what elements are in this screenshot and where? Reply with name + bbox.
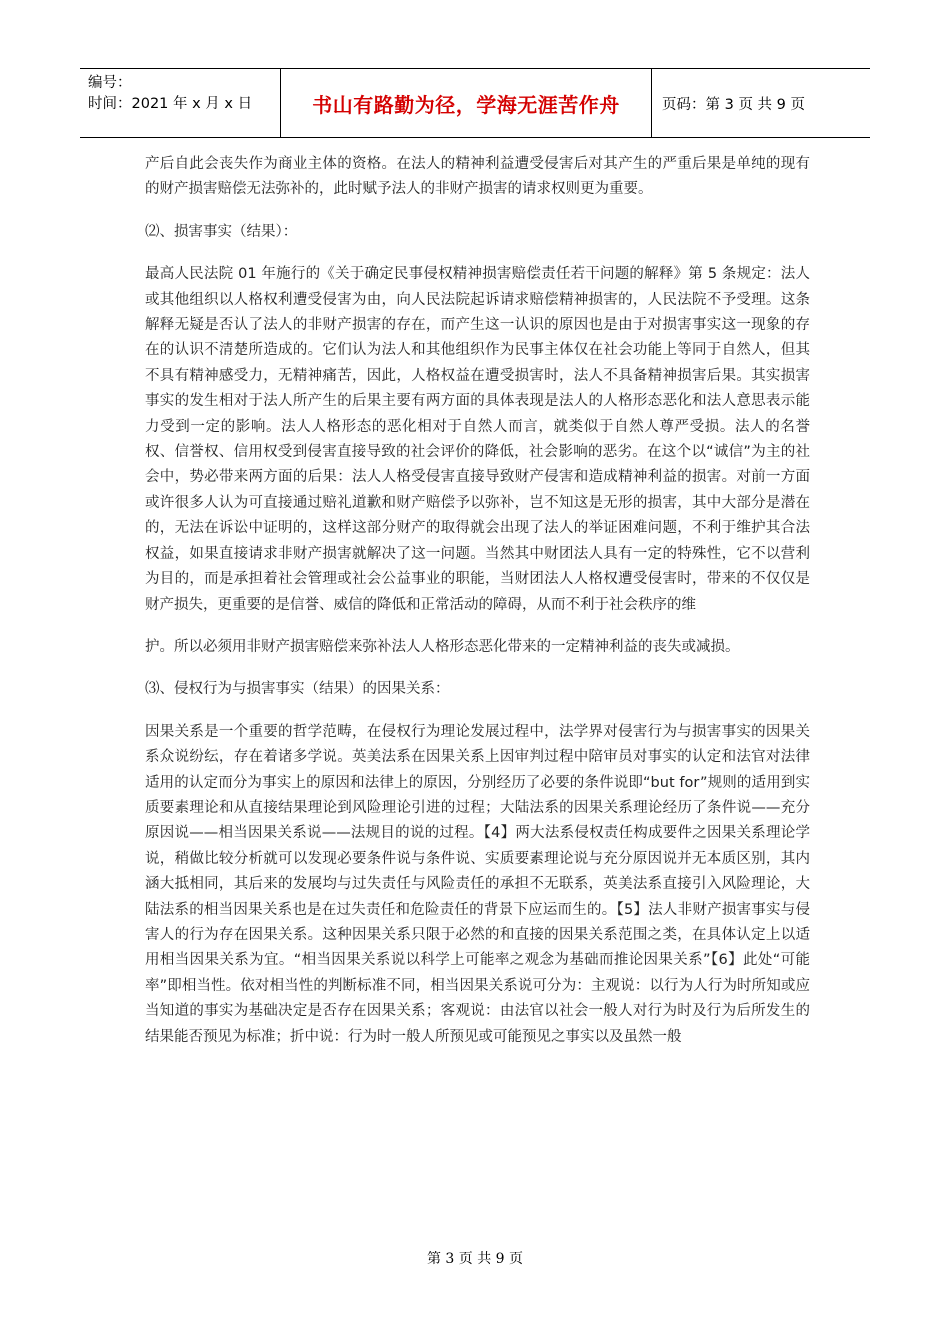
header-meta <box>80 69 281 137</box>
header-motto: 书山有路勤为径，学海无涯苦作舟 <box>312 92 620 117</box>
paragraph-3: 护。所以必须用非财产损害赔偿来弥补法人人格形态恶化带来的一定精神利益的丧失或减损。 <box>145 638 740 655</box>
paragraph-1: 产后自此会丧失作为商业主体的资格。在法人的精神利益遭受侵害后对其产生的严重后果是单纯的现有的财产损害赔偿无法弥补的，此时赋予法人的非财产损害的请求权则更为重要。 <box>145 156 810 198</box>
document-number-label: 编号： <box>88 75 132 91</box>
paragraph-4: 因果关系是一个重要的哲学范畴，在侵权行为理论发展过程中，法学界对侵害行为与损害事实的因果关系众说纷纭，存在着诸多学说。英美法系在因果关系上因审判过程中陪审员对事实的认定和法官对法律适用的认定而分为事实上的原因和法律上的原因，分别经历了必要的条件说即“but for”规则的适用到实质要素理论和从直接结果理论到风险理论引进的过程；大陆法系的因果关系理论经历了条件说——充分原因说——相当因果关系说——法规目的说的过程。【4】两大法系侵权责任构成要件之因果关系理论学说，稍做比较分析就可以发现必要条件说与条件说、实质要素理论说与充分原因说并无本质区别，其内涵大抵相同，其后来的发展均与过失责任与风险责任的承担不无联系，英美法系直接引入风险理论，大陆法系的相当因果关系也是在过失责任和危险责任的背景下应运而生的。【5】法人非财产损害事实与侵害人的行为存在因果关系。这种因果关系只限于必然的和直接的因果关系范围之类，在具体认定上以适用相当因果关系为宜。“相当因果关系说以科学上可能率之观念为基础而推论因果关系”【6】此处“可能率”即相当性。依对相当性的判断标准不同，相当因果关系说可分为：主观说：以行为人行为时所知或应当知道的事实为基础决定是否存在因果关系；客观说：由法官以社会一般人对行为时及行为后所发生的结果能否预见为标准；折中说：行为时一般人所预见或可能预见之事实以及虽然一般 <box>145 723 810 1045</box>
header-motto-cell <box>281 69 652 137</box>
paragraph-2: 最高人民法院 01 年施行的《关于确定民事侵权精神损害赔偿责任若干问题的解释》第 5 条规定：法人或其他组织以人格权利遭受侵害为由，向人民法院起诉请求赔偿精神损害的，人民法院不予受理。这条解释无疑是否认了法人的非财产损害的存在，而产生这一认识的原因也是由于对损害事实这一现象的存在的认识不清楚所造成的。它们认为法人和其他组织作为民事主体仅在社会功能上等同于自然人，但其不具有精神感受力，无精神痛苦，因此，人格权益在遭受损害时，法人不具备精神损害后果。其实损害事实的发生相对于法人所产生的后果主要有两方面的具体表现是法人的人格形态恶化和法人意思表示能力受到一定的影响。法人人格形态的恶化相对于自然人而言，就类似于自然人尊严受损。法人的名誉权、信誉权、信用权受到侵害直接导致的社会评价的降低，社会影响的恶劣。在这个以“诚信”为主的社会中，势必带来两方面的后果：法人人格受侵害直接导致财产侵害和造成精神利益的损害。对前一方面或许很多人认为可直接通过赔礼道歉和财产赔偿予以弥补，岂不知这是无形的损害，其中大部分是潜在的，无法在诉讼中证明的，这样这部分财产的取得就会出现了法人的举证困难问题，不利于维护其合法权益，如果直接请求非财产损害就解决了这一问题。当然其中财团法人具有一定的特殊性，它不以营利为目的，而是承担着社会管理或社会公益事业的职能，当财团法人人格权遭受侵害时，带来的不仅仅是财产损失，更重要的是信誉、威信的降低和正常活动的障碍，从而不利于社会秩序的维 <box>145 266 810 613</box>
page-header <box>80 68 870 138</box>
page-footer: 第 3 页 共 9 页 <box>426 1251 524 1267</box>
section-heading-damage-fact: ⑵、损害事实（结果）： <box>145 223 298 240</box>
document-date: 时间：2021 年 x 月 x 日 <box>88 96 253 112</box>
section-heading-causation: ⑶、侵权行为与损害事实（结果）的因果关系： <box>145 681 450 698</box>
document-body <box>145 152 810 1050</box>
header-page-info: 页码：第 3 页 共 9 页 <box>662 96 805 113</box>
